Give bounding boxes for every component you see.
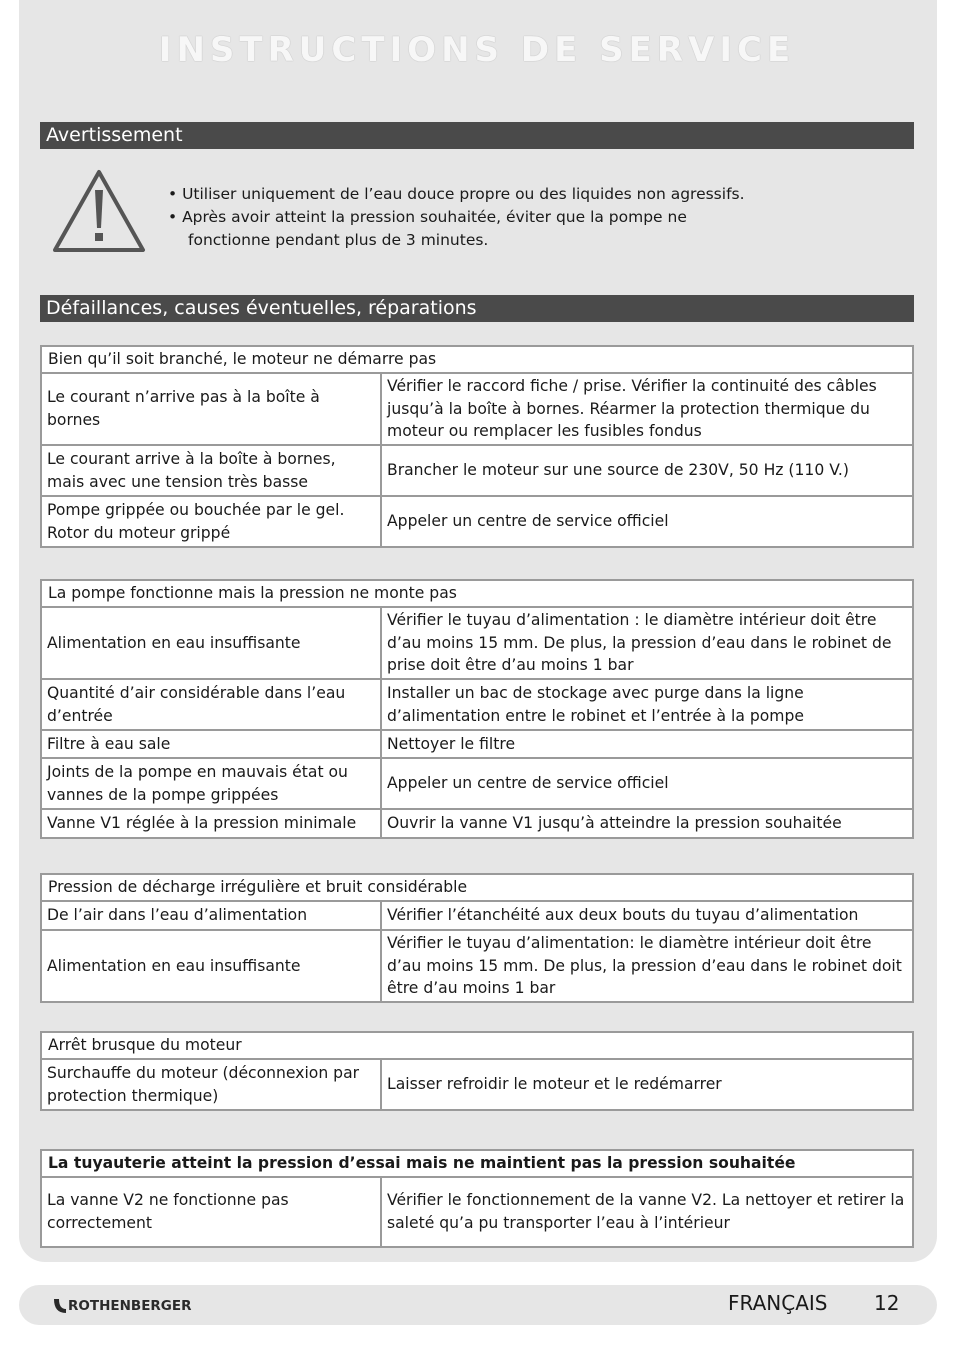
cause-cell: Pompe grippée ou bouchée par le gel. Rotor du moteur grippé (41, 496, 381, 547)
warning-bullet-2: • Après avoir atteint la pression souhaitée, éviter que la pompe ne (168, 208, 687, 226)
remedy-cell: Vérifier l’étanchéité aux deux bouts du tuyau d’alimentation (381, 901, 913, 930)
remedy-cell: Vérifier le fonctionnement de la vanne V2. La nettoyer et retirer la saleté qu’a pu transporter l’eau à l’intérieur (381, 1177, 913, 1247)
table-header: La pompe fonctionne mais la pression ne monte pas (41, 580, 913, 607)
cause-cell: Filtre à eau sale (41, 730, 381, 758)
warning-bullet-1: • Utiliser uniquement de l’eau douce propre ou des liquides non agressifs. (168, 185, 745, 203)
warning-heading: Avertissement (40, 122, 914, 149)
cause-cell: Le courant n’arrive pas à la boîte à bornes (41, 373, 381, 445)
table-row (41, 445, 913, 496)
remedy-cell: Brancher le moteur sur une source de 230V, 50 Hz (110 V.) (381, 445, 913, 496)
fault-table-pressure-not-rising (40, 579, 914, 839)
remedy-cell: Vérifier le tuyau d’alimentation : le diamètre intérieur doit être d’au moins 15 mm. De plus, la pression d’eau dans le robinet de prise doit être d’au moins 1 bar (381, 607, 913, 679)
fault-table-motor-not-starting (40, 345, 914, 548)
table-row (41, 930, 913, 1002)
faults-heading: Défaillances, causes éventuelles, réparations (40, 295, 914, 322)
cause-cell: Joints de la pompe en mauvais état ou vannes de la pompe grippées (41, 758, 381, 809)
rothenberger-logo (52, 1293, 212, 1317)
warning-bullet-2-continuation: fonctionne pendant plus de 3 minutes. (188, 231, 489, 249)
svg-text:ROTHENBERGER: ROTHENBERGER (68, 1298, 192, 1314)
remedy-cell: Appeler un centre de service officiel (381, 758, 913, 809)
fault-table-pressure-not-held (40, 1149, 914, 1248)
footer-page-number: 12 (874, 1291, 900, 1315)
table-row (41, 607, 913, 679)
cause-cell: Vanne V1 réglée à la pression minimale (41, 809, 381, 838)
table-header: Arrêt brusque du moteur (41, 1032, 913, 1059)
footer-language: FRANÇAIS (728, 1291, 828, 1315)
remedy-cell: Ouvrir la vanne V1 jusqu’à atteindre la pression souhaitée (381, 809, 913, 838)
table-row (41, 758, 913, 809)
table-header: Bien qu’il soit branché, le moteur ne démarre pas (41, 346, 913, 373)
cause-cell: La vanne V2 ne fonctionne pas correctement (41, 1177, 381, 1247)
cause-cell: De l’air dans l’eau d’alimentation (41, 901, 381, 930)
page-title: INSTRUCTIONS DE SERVICE (158, 30, 796, 70)
table-header: Pression de décharge irrégulière et bruit considérable (41, 874, 913, 901)
cause-cell: Quantité d’air considérable dans l’eau d’entrée (41, 679, 381, 730)
table-row (41, 809, 913, 838)
table-row (41, 496, 913, 547)
fault-table-motor-stop (40, 1031, 914, 1111)
table-header: La tuyauterie atteint la pression d’essai mais ne maintient pas la pression souhaitée (41, 1150, 913, 1177)
cause-cell: Surchauffe du moteur (déconnexion par protection thermique) (41, 1059, 381, 1110)
cause-cell: Le courant arrive à la boîte à bornes, mais avec une tension très basse (41, 445, 381, 496)
remedy-cell: Nettoyer le filtre (381, 730, 913, 758)
table-row (41, 1177, 913, 1247)
warning-text (168, 183, 745, 252)
table-row (41, 679, 913, 730)
warning-triangle-icon (52, 168, 146, 254)
remedy-cell: Vérifier le raccord fiche / prise. Vérifier la continuité des câbles jusqu’à la boîte à bornes. Réarmer la protection thermique du moteur ou remplacer les fusibles fondus (381, 373, 913, 445)
table-row (41, 373, 913, 445)
cause-cell: Alimentation en eau insuffisante (41, 930, 381, 1002)
fault-table-irregular-pressure (40, 873, 914, 1003)
table-row (41, 901, 913, 930)
remedy-cell: Laisser refroidir le moteur et le redémarrer (381, 1059, 913, 1110)
table-row (41, 730, 913, 758)
remedy-cell: Installer un bac de stockage avec purge dans la ligne d’alimentation entre le robinet et l’entrée à la pompe (381, 679, 913, 730)
cause-cell: Alimentation en eau insuffisante (41, 607, 381, 679)
remedy-cell: Appeler un centre de service officiel (381, 496, 913, 547)
table-row (41, 1059, 913, 1110)
remedy-cell: Vérifier le tuyau d’alimentation: le diamètre intérieur doit être d’au moins 15 mm. De plus, la pression d’eau dans le robinet doit être d’au moins 1 bar (381, 930, 913, 1002)
